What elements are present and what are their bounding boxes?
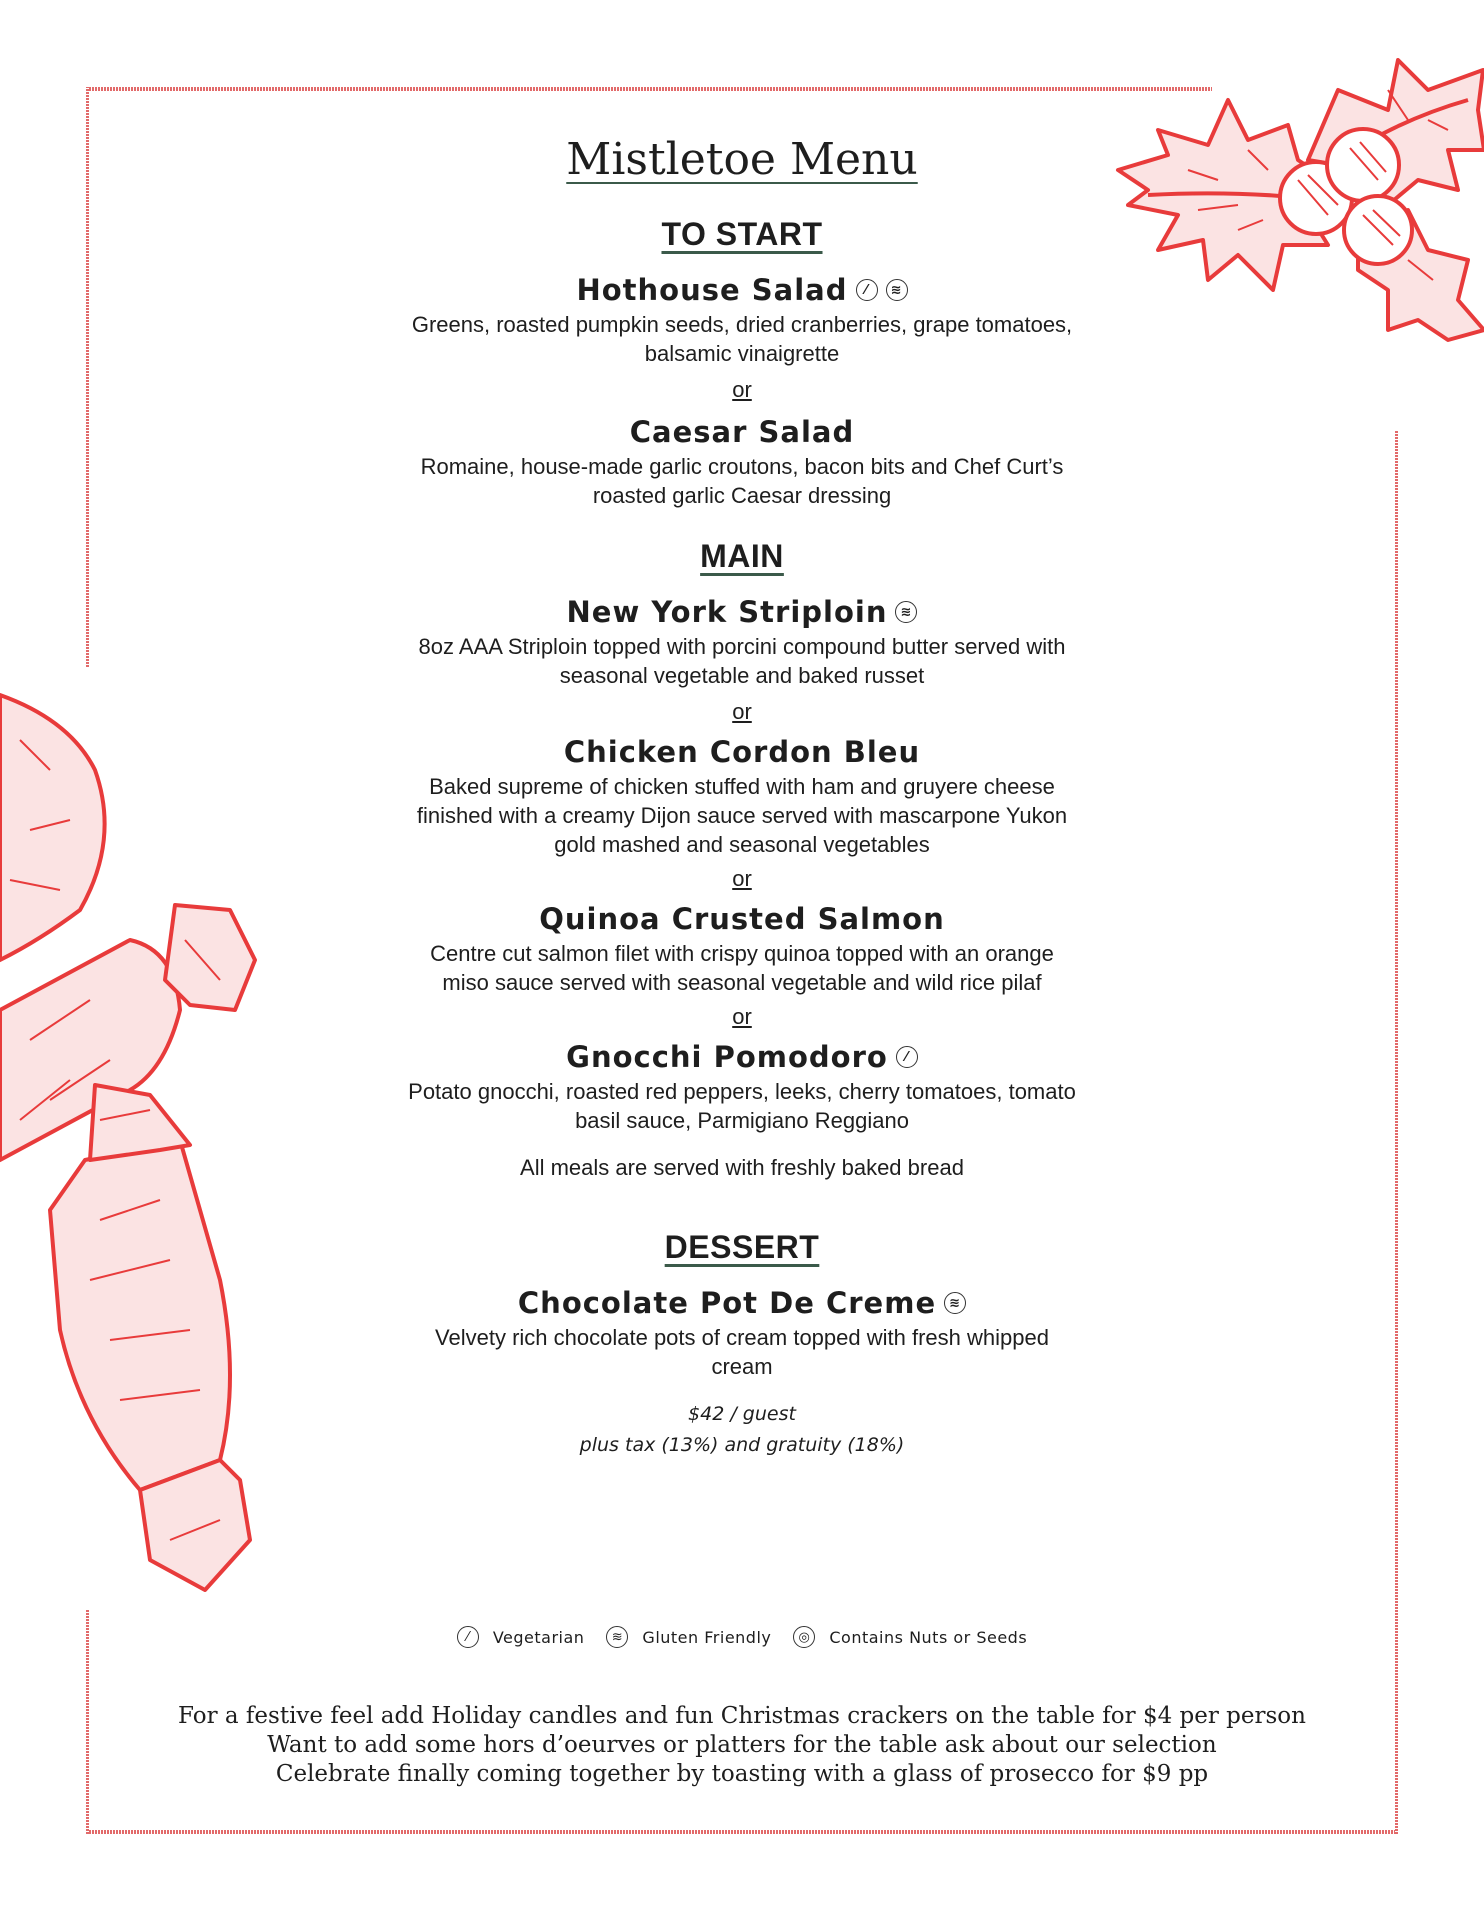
item-title-gnocchi-pomodoro: Gnocchi Pomodoro ⁄ [340,1037,1144,1077]
border-right [1395,430,1398,1834]
border-left-upper [86,87,89,667]
price-tax-gratuity: plus tax (13%) and gratuity (18%) [579,1434,905,1456]
or-separator: or [732,1004,752,1029]
border-top [86,87,1212,91]
or-separator: or [732,699,752,724]
or-separator: or [732,866,752,891]
or-separator: or [732,377,752,402]
legend-item-gluten-friendly: ≋ Gluten Friendly [606,1626,771,1648]
item-description-quinoa-crusted-salmon: Centre cut salmon filet with crispy quinoa topped with an orange miso sauce served with seasonal vegetable and wild rice pilaf [430,941,1054,995]
section-heading-start: TO START [661,216,823,252]
gluten-friendly-icon: ≋ [895,601,917,623]
candy-decoration-icon [0,680,270,1610]
gluten-friendly-icon: ≋ [606,1626,628,1648]
footer-line-hors-doeuvres: Want to add some hors d’oeurves or platters for the table ask about our selection [267,1732,1217,1758]
menu-title: Mistletoe Menu [566,134,918,185]
item-description-hothouse-salad: Greens, roasted pumpkin seeds, dried cranberries, grape tomatoes, balsamic vinaigrette [411,312,1073,366]
item-description-chocolate-pot-de-creme: Velvety rich chocolate pots of cream topped with fresh whipped cream [435,1325,1049,1379]
gluten-friendly-icon: ≋ [944,1292,966,1314]
holly-decoration-icon [1088,30,1484,370]
footer-line-prosecco: Celebrate finally coming together by toasting with a glass of prosecco for $9 pp [275,1761,1209,1787]
section-heading-dessert: DESSERT [664,1229,820,1265]
dietary-legend [340,1626,1144,1648]
menu-content [340,128,1144,1461]
vegetarian-icon: ⁄ [896,1046,918,1068]
footer-line-candles: For a festive feel add Holiday candles and fun Christmas crackers on the table for $4 per person [178,1703,1306,1729]
border-bottom [86,1830,1398,1834]
legend-item-nuts-seeds: ◎ Contains Nuts or Seeds [793,1626,1027,1648]
item-title-hothouse-salad: Hothouse Salad ⁄ ≋ [340,270,1144,310]
section-heading-main: MAIN [700,538,784,574]
border-left-lower [86,1610,89,1834]
item-description-new-york-striploin: 8oz AAA Striploin topped with porcini compound butter served with seasonal vegetable and baked russet [418,634,1066,688]
footer-upsells [120,1702,1364,1789]
legend-item-vegetarian: ⁄ Vegetarian [457,1626,585,1648]
item-title-caesar-salad: Caesar Salad [629,415,855,449]
vegetarian-icon: ⁄ [856,279,878,301]
item-title-chocolate-pot-de-creme: Chocolate Pot De Creme ≋ [340,1283,1144,1323]
gluten-friendly-icon: ≋ [886,279,908,301]
vegetarian-icon: ⁄ [457,1626,479,1648]
price-per-guest: $42 / guest [688,1403,796,1425]
item-description-gnocchi-pomodoro: Potato gnocchi, roasted red peppers, leeks, cherry tomatoes, tomato basil sauce, Parmigiano Reggiano [408,1079,1076,1133]
item-description-chicken-cordon-bleu: Baked supreme of chicken stuffed with ham and gruyere cheese finished with a creamy Dijon sauce served with mascarpone Yukon gold mashed and seasonal vegetables [416,774,1068,857]
item-title-chicken-cordon-bleu: Chicken Cordon Bleu [563,735,921,769]
item-title-quinoa-crusted-salmon: Quinoa Crusted Salmon [539,902,945,936]
nuts-seeds-icon: ◎ [793,1626,815,1648]
item-description-caesar-salad: Romaine, house-made garlic croutons, bacon bits and Chef Curt’s roasted garlic Caesar dressing [420,454,1064,508]
item-title-new-york-striploin: New York Striploin ≋ [340,592,1144,632]
bread-note: All meals are served with freshly baked bread [520,1155,964,1180]
